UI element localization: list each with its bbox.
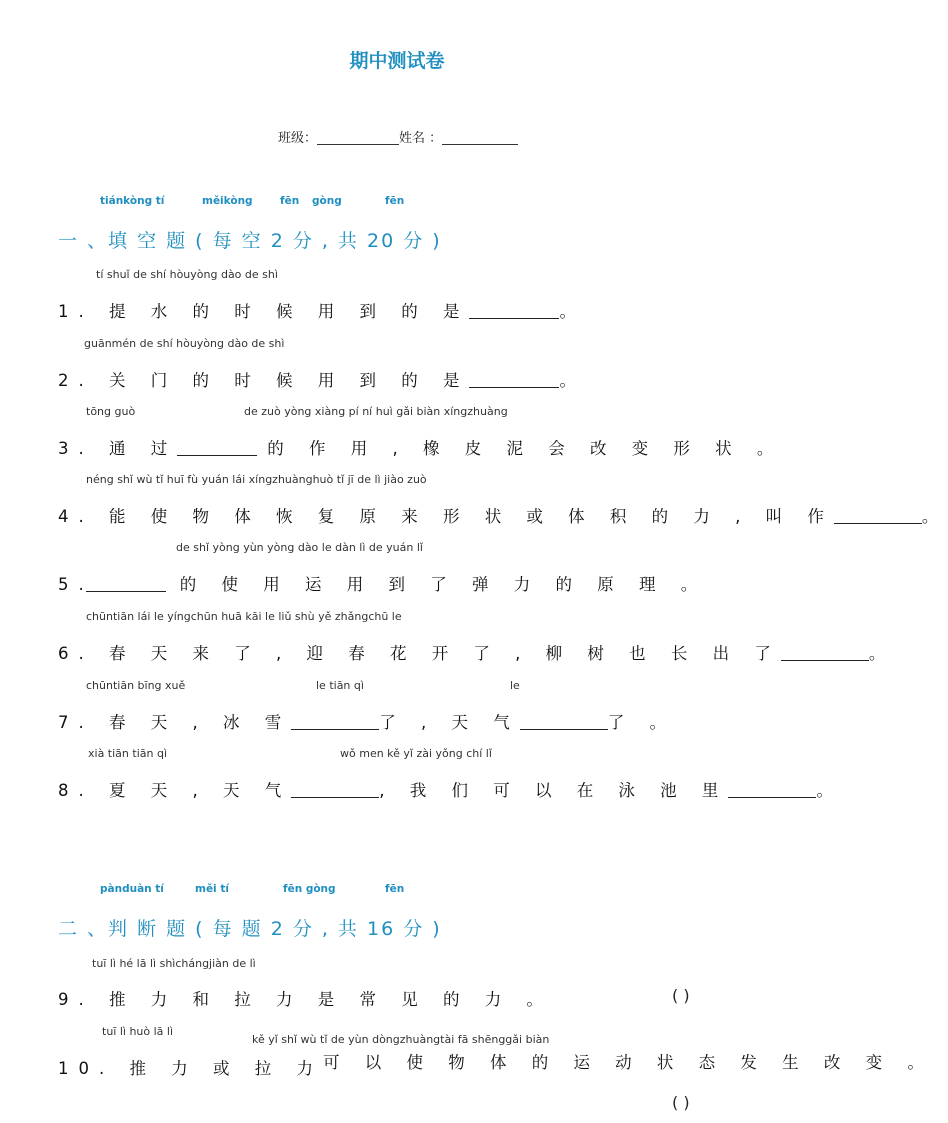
q7-pinyin-d: le — [510, 679, 520, 692]
question-4: 4. 能 使 物 体 恢 复 原 来 形 状 或 体 积 的 力 , 叫 作 。 — [58, 507, 948, 526]
q3-blank[interactable] — [177, 439, 257, 456]
name-blank[interactable] — [442, 130, 518, 145]
q8-pinyin-b: wǒ men kě yǐ zài yǒng chí lǐ — [340, 747, 492, 760]
q10-answer-parens[interactable]: ( ) — [672, 1093, 690, 1112]
name-label: 姓名 ： — [399, 131, 443, 146]
question-6: 6. 春 天 来 了 , 迎 春 花 开 了 , 柳 树 也 长 出 了 。 — [58, 644, 896, 663]
q5-blank[interactable] — [86, 575, 166, 592]
question-9: 9. 推 力 和 拉 力 是 常 见 的 力 。 — [58, 990, 553, 1009]
section1-pinyin-5: fēn — [385, 195, 405, 207]
class-blank[interactable] — [317, 130, 399, 145]
q1-blank[interactable] — [469, 302, 559, 319]
question-2: 2. 关 门 的 时 候 用 到 的 是 。 — [58, 371, 586, 390]
q9-pinyin: tuī lì hé lā lì shìchángjiàn de lì — [92, 957, 256, 970]
section2-pinyin-3: fēn gòng — [283, 883, 336, 895]
section2-heading: 二 、判 断 题 ( 每 题 2 分 , 共 16 分 ) — [58, 918, 442, 940]
q10-pinyin-a: tuī lì huò lā lì — [102, 1025, 174, 1038]
q2-pinyin: guānmén de shí hòuyòng dào de shì — [84, 337, 285, 350]
q9-answer-parens[interactable]: ( ) — [672, 986, 690, 1005]
question-5: 5. 的 使 用 运 用 到 了 弹 力 的 原 理 。 — [58, 575, 708, 594]
section1-heading: 一 、填 空 题 ( 每 空 2 分 , 共 20 分 ) — [58, 230, 442, 252]
section1-pinyin-1: tiánkòng tí — [100, 195, 165, 207]
class-label: 班级： — [278, 131, 318, 146]
q6-blank[interactable] — [781, 644, 869, 661]
question-7: 7. 春 天 , 冰 雪 了 , 天 气 了 。 — [58, 713, 676, 732]
q5-pinyin: de shǐ yòng yùn yòng dào le dàn lì de yuán lǐ — [176, 541, 423, 554]
section2-pinyin-2: měi tí — [195, 883, 229, 895]
q7-pinyin-a: chūntiān bīng xuě — [86, 679, 186, 692]
student-info — [278, 127, 518, 146]
q3-pinyin-a: tōng guò — [86, 405, 136, 418]
q3-pinyin-b: de zuò yòng xiàng pí ní huì gǎi biàn xíngzhuàng — [244, 405, 508, 418]
question-1: 1. 提 水 的 时 候 用 到 的 是 。 — [58, 302, 586, 321]
question-3: 3. 通 过 的 作 用 , 橡 皮 泥 会 改 变 形 状 。 — [58, 439, 784, 458]
q10-pinyin-b: kě yǐ shǐ wù tǐ de yùn dòngzhuàngtài fā shēnggǎi biàn — [252, 1033, 550, 1046]
section2-pinyin-1: pànduàn tí — [100, 883, 164, 895]
q4-blank[interactable] — [834, 507, 922, 524]
section1-pinyin-3: fēn — [280, 195, 300, 207]
q8-blank-2[interactable] — [728, 781, 816, 798]
section2-pinyin-4: fēn — [385, 883, 405, 895]
section1-pinyin-2: měikòng — [202, 195, 253, 207]
q7-blank-1[interactable] — [291, 713, 379, 730]
section1-pinyin-4: gòng — [312, 195, 342, 207]
q6-pinyin: chūntiān lái le yíngchūn huā kāi le liǔ shù yě zhǎngchū le — [86, 610, 402, 623]
question-8: 8. 夏 天 , 天 气 , 我 们 可 以 在 泳 池 里 。 — [58, 781, 843, 800]
q7-blank-2[interactable] — [520, 713, 608, 730]
q8-pinyin-a: xià tiān tiān qì — [88, 747, 167, 760]
q8-blank-1[interactable] — [291, 781, 379, 798]
q1-pinyin: tí shuǐ de shí hòuyòng dào de shì — [96, 268, 278, 281]
q7-pinyin-c: le tiān qì — [316, 679, 364, 692]
question-10: 10. 推 力 或 拉 力可 以 使 物 体 的 运 动 状 态 发 生 改 变 。 — [58, 1053, 934, 1078]
q2-blank[interactable] — [469, 371, 559, 388]
page-title: 期中测试卷 — [349, 50, 445, 72]
q4-pinyin: néng shǐ wù tǐ huī fù yuán lái xíngzhuànghuò tǐ jī de lì jiào zuò — [86, 473, 427, 486]
